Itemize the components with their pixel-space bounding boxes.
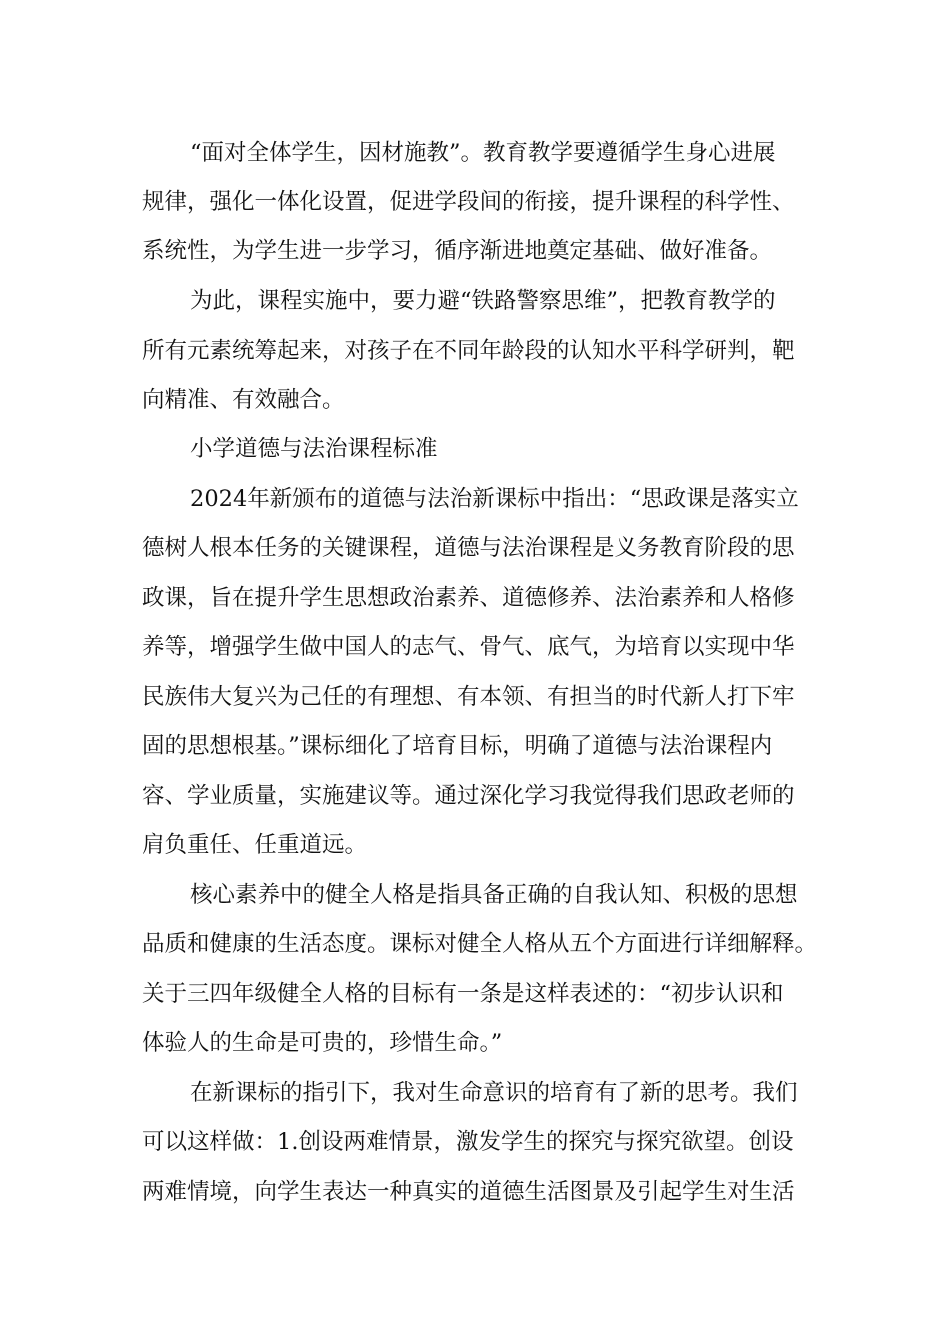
paragraph-line: 肩负重任、任重道远。 [142, 832, 368, 858]
paragraph-line: 为此，课程实施中，要力避“铁路警察思维”，把教育教学的 [190, 288, 776, 314]
paragraph-line: 两难情境，向学生表达一种真实的道德生活图景及引起学生对生活 [142, 1179, 795, 1205]
paragraph-line: 所有元素统筹起来，对孩子在不同年龄段的认知水平科学研判，靶 [142, 338, 795, 364]
section-title: 小学道德与法治课程标准 [190, 436, 438, 462]
paragraph-line: 系统性，为学生进一步学习，循序渐进地奠定基础、做好准备。 [142, 238, 773, 264]
paragraph-line: 2024年新颁布的道德与法治新课标中指出：“思政课是落实立 [190, 486, 799, 512]
paragraph-line: 关于三四年级健全人格的目标有一条是这样表述的：“初步认识和 [142, 981, 784, 1007]
paragraph-line: 品质和健康的生活态度。课标对健全人格从五个方面进行详细解释。 [142, 931, 818, 957]
paragraph-line: 规律，强化一体化设置，促进学段间的衔接，提升课程的科学性、 [142, 189, 795, 215]
paragraph-line: 核心素养中的健全人格是指具备正确的自我认知、积极的思想 [190, 882, 798, 908]
paragraph-line: 容、学业质量，实施建议等。通过深化学习我觉得我们思政老师的 [142, 783, 795, 809]
paragraph-line: 可以这样做：1.创设两难情景，激发学生的探究与探究欲望。创设 [142, 1129, 794, 1155]
paragraph-line: 政课，旨在提升学生思想政治素养、道德修养、法治素养和人格修 [142, 585, 795, 611]
paragraph-line: 体验人的生命是可贵的，珍惜生命。” [142, 1030, 503, 1056]
paragraph-line: 民族伟大复兴为己任的有理想、有本领、有担当的时代新人打下牢 [142, 684, 795, 710]
paragraph-line: 固的思想根基。”课标细化了培育目标，明确了道德与法治课程内 [142, 733, 773, 759]
paragraph-line: 养等，增强学生做中国人的志气、骨气、底气，为培育以实现中华 [142, 634, 795, 660]
paragraph-line: 在新课标的指引下，我对生命意识的培育有了新的思考。我们 [190, 1080, 798, 1106]
paragraph-line: 向精准、有效融合。 [142, 387, 345, 413]
paragraph-line: 德树人根本任务的关键课程，道德与法治课程是义务教育阶段的思 [142, 535, 795, 561]
paragraph-line: “面对全体学生，因材施教”。教育教学要遵循学生身心进展 [190, 140, 776, 166]
